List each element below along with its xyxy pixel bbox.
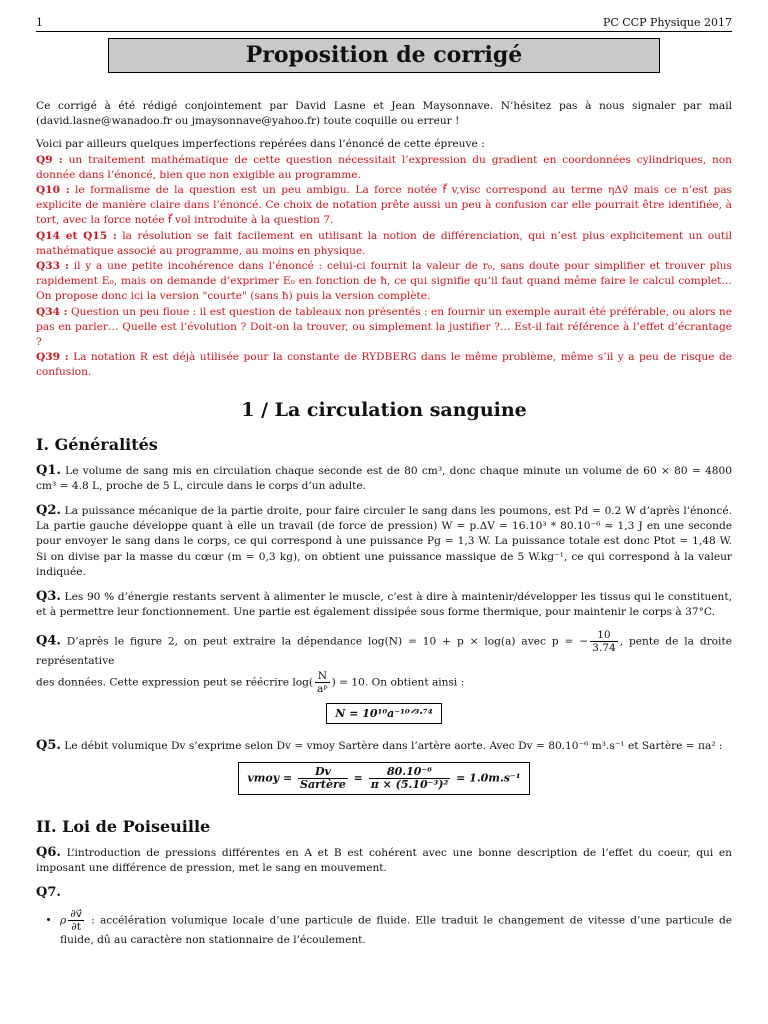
issue-item xyxy=(36,153,732,183)
document-title: Proposition de corrigé xyxy=(108,38,660,73)
issue-item xyxy=(36,305,732,351)
issues-list xyxy=(36,153,732,381)
section-title-generalites: I. Généralités xyxy=(36,434,158,454)
question-text: , pente de la droite représentative xyxy=(36,635,732,668)
fraction xyxy=(590,629,618,654)
issue-item xyxy=(36,183,732,229)
question-number: Q3. xyxy=(36,589,61,605)
question-text: D’après le figure 2, on peut extraire la dépendance log(N) = 10 + p × log(a) avec p = − xyxy=(60,635,589,648)
question-q3 xyxy=(36,589,732,620)
question-number: Q4. xyxy=(36,633,61,649)
intro-paragraph: Ce corrigé à été rédigé conjointement par David Lasne et Jean Maysonnave. N’hésitez pas à nous signaler par mail (david.lasne@wanadoo.fr ou jmaysonnave@yahoo.fr) toute coquille ou erreur ! xyxy=(36,100,732,128)
question-text: des données. Cette expression peut se réécrire log xyxy=(36,676,309,689)
fraction xyxy=(315,670,330,695)
issue-item xyxy=(36,259,732,305)
issues-lead: Voici par ailleurs quelques imperfections repérées dans l’énoncé de cette épreuve : xyxy=(36,138,485,151)
question-number: Q1. xyxy=(36,462,61,478)
result-box-q5 xyxy=(238,762,529,795)
issue-label: Q9 : xyxy=(36,153,63,166)
result-formula: N = 10¹⁰a⁻¹⁰ᐟ³·⁷⁴ xyxy=(335,706,433,720)
question-q6 xyxy=(36,845,732,876)
question-number: Q2. xyxy=(36,503,61,519)
fraction-denominator: ∂t xyxy=(71,920,81,933)
issue-item xyxy=(36,229,732,259)
result-lhs: vmoy = xyxy=(247,771,293,785)
fraction-numerator: ∂v⃗ xyxy=(70,907,82,920)
q7-list xyxy=(36,908,732,948)
question-number: Q5. xyxy=(36,737,61,753)
page xyxy=(36,16,732,948)
fraction-denominator: 3.74 xyxy=(592,642,616,655)
issue-text: La notation R est déjà utilisée pour la constante de RYDBERG dans le même problème, même s’il y a peu de risque de confusion. xyxy=(36,351,732,379)
question-q7 xyxy=(36,885,732,901)
issue-label: Q34 : xyxy=(36,305,68,318)
issue-text: il y a une petite incohérence dans l’énoncé : celui-ci fournit la valeur de r₀, sans doute pour simplifier et trouver plus rapidement E₀, mais on demande d’exprimer E₀ en fonction de ħ, ce qui signifie qu’il faut quand même faire le calcul complet… On propose donc ici la version "courte" (sans ħ) puis la version complète. xyxy=(36,260,732,303)
question-q5 xyxy=(36,738,732,754)
question-text: Le débit volumique Dv s’exprime selon Dv = vmoy Sartère dans l’artère aorte. Avec Dv = 80.10⁻⁶ m³.s⁻¹ et Sartère = πa² : xyxy=(60,739,723,752)
fraction xyxy=(68,908,84,933)
result-box-q4 xyxy=(326,703,441,724)
list-item xyxy=(60,908,732,948)
page-number: 1 xyxy=(36,16,43,29)
question-text: = 10. On obtient ainsi : xyxy=(335,676,465,689)
question-text: La puissance mécanique de la partie droite, pour faire circuler le sang dans les poumons, est Pd = 0.2 W d’après l’énoncé. La partie gauche développe quant à elle un travail (de force de pression) W = p.ΔV = 16.10³ * 80.10⁻⁶ ≈ 1,3 J en une seconde pour envoyer le sang dans le corps, ce qui correspond à une puissance Pg = 1,3 W. La puissance totale est donc Ptot = 1,48 W. Si on divise par la masse du cœur (m = 0,3 kg), on obtient une puissance massique de 5 W.kg⁻¹, ce qui correspond à la valeur indiquée. xyxy=(36,505,732,578)
list-item-text: : accélération volumique locale d’une particule de fluide. Elle traduit le changement de vitesse d’une particule de fluide, dû au caractère non stationnaire de l’écoulement. xyxy=(60,914,732,946)
result-rhs: = 1.0m.s⁻¹ xyxy=(456,771,521,785)
issue-label: Q14 et Q15 : xyxy=(36,229,117,242)
fraction-numerator: 80.10⁻⁶ xyxy=(369,766,451,779)
question-q1 xyxy=(36,463,732,494)
fraction-denominator: π × (5.10⁻³)² xyxy=(370,777,449,791)
issue-label: Q10 : xyxy=(36,184,70,197)
question-q2 xyxy=(36,503,732,580)
part-title: 1 / La circulation sanguine xyxy=(241,398,527,421)
question-number: Q6. xyxy=(36,844,61,860)
fraction-denominator: Sartère xyxy=(300,777,346,791)
question-text: L’introduction de pressions différentes en A et B est cohérent avec une bonne description de l’effet du coeur, qui en imposant une différence de pression, met le sang en mouvement. xyxy=(36,846,732,875)
issue-label: Q33 : xyxy=(36,260,69,273)
issue-label: Q39 : xyxy=(36,351,69,364)
question-number: Q7. xyxy=(36,885,61,901)
issue-text: le formalisme de la question est un peu ambigu. La force notée f⃗ v,visc correspond au terme ηΔv⃗ mais ce n’est pas explicite de manière claire dans l’énoncé. Ce choix de notation prête aussi un peu à confusion car elle pourrait être identifiée, à tort, avec la force notée f⃗ vol introduite à la question 7. xyxy=(36,184,732,227)
issue-text: la résolution se fait facilement en utilisant la notion de différenciation, qui n’est plus explicitement un outil mathématique associé au programme, au moins en physique. xyxy=(36,229,732,257)
section-title-poiseuille: II. Loi de Poiseuille xyxy=(36,816,211,836)
question-text: Les 90 % d’énergie restants servent à alimenter le muscle, c’est à dire à maintenir/développer les tissus qui le constituent, et à permettre leur fonctionnement. Une partie est également dissipée sous forme thermique, pour maintenir le corps à 37°C. xyxy=(36,591,732,619)
fraction xyxy=(298,766,348,791)
question-text: Le volume de sang mis en circulation chaque seconde est de 80 cm³, donc chaque minute un volume de 60 × 80 = 4800 cm³ = 4.8 L, proche de 5 L, circule dans le corps d’un adulte. xyxy=(36,464,732,492)
result-equals: = xyxy=(353,771,363,785)
fraction-numerator: Dv xyxy=(298,766,348,779)
issue-text: un traitement mathématique de cette question nécessitait l’expression du gradient en coordonnées cylindriques, non donnée dans l’énoncé, bien que non exigible au programme. xyxy=(36,153,732,181)
fraction-numerator: 10 xyxy=(590,629,618,642)
math-rho: ρ xyxy=(60,914,67,926)
fraction-denominator: aᵖ xyxy=(317,682,328,695)
question-q4: Q4. D’après le figure 2, on peut extraire la dépendance log(N) = 10 + p × log(a) avec p = − $\frac{10}{3.74}$ , pente de la droite représentative des données. Cette expression peut se réécrire log( $\frac{N}{\text{aᵖ}}$ ) = 10. On obtient ainsi : xyxy=(36,629,732,695)
fraction-numerator: N xyxy=(315,670,330,683)
running-header xyxy=(36,16,732,32)
fraction xyxy=(369,766,451,791)
issue-item xyxy=(36,350,732,380)
issue-text: Question un peu floue : il est question de tableaux non présentés : en fournir un exemple aurait été préférable, ou alors ne pas en parler… Quelle est l’évolution ? Doit-on la trouver, ou simplement la justifier ?… Est-il fait référence à l’effet d’écrantage ? xyxy=(36,305,732,349)
running-title: PC CCP Physique 2017 xyxy=(602,16,732,29)
